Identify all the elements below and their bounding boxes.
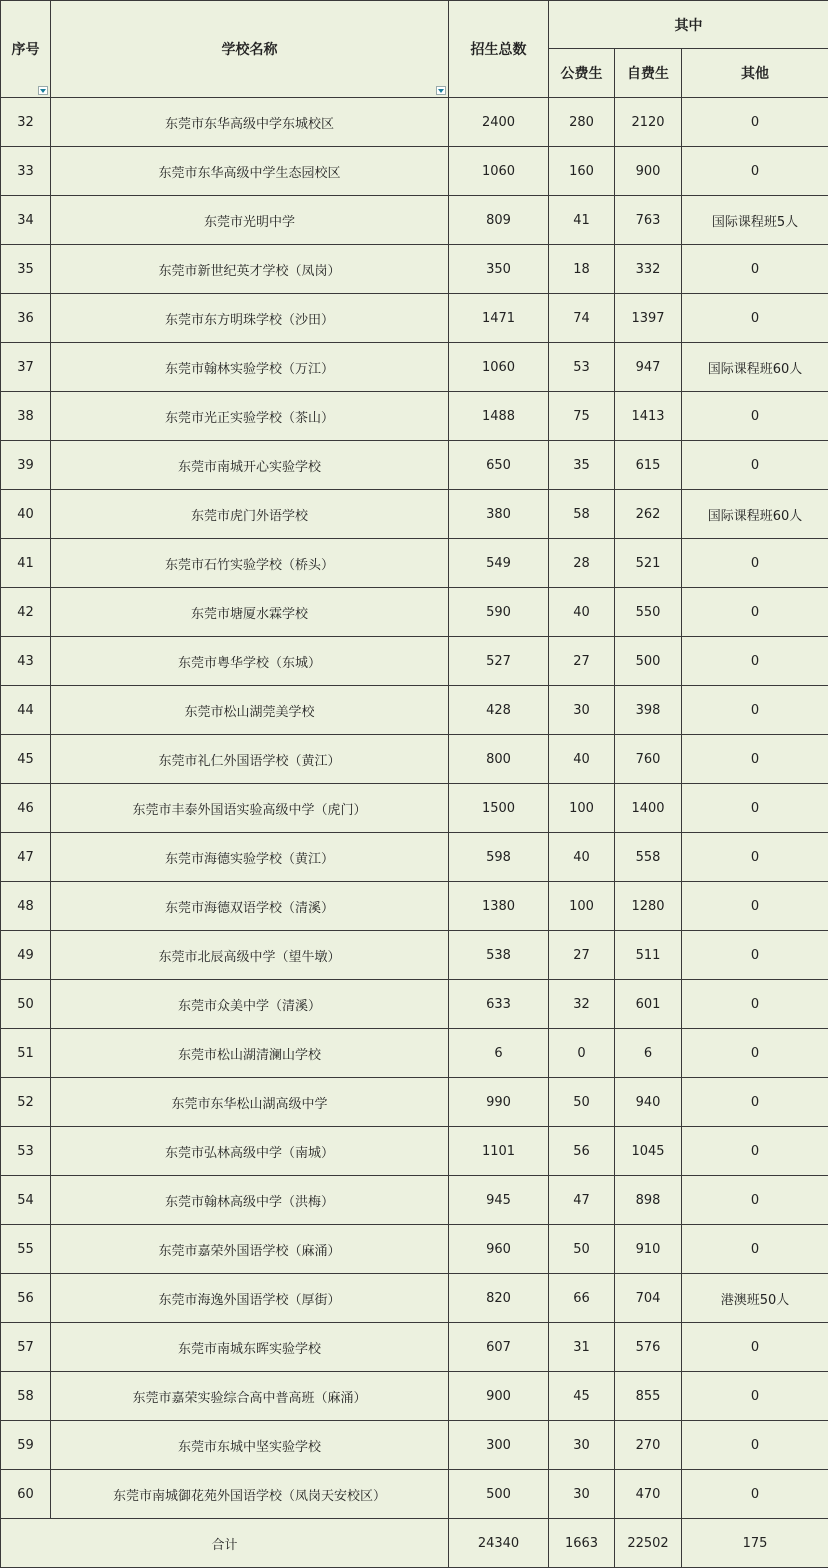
header-cell-seq [1,1,51,98]
cell-school: 东莞市南城开心实验学校 [51,441,449,490]
filter-dropdown-icon[interactable] [38,86,48,95]
cell-self: 332 [615,245,682,294]
cell-public: 30 [549,1470,615,1519]
cell-other: 0 [682,441,828,490]
cell-seq: 46 [1,784,51,833]
cell-public: 40 [549,833,615,882]
cell-total: 380 [449,490,549,539]
cell-self: 615 [615,441,682,490]
cell-public: 41 [549,196,615,245]
cell-school: 东莞市丰泰外国语实验高级中学（虎门） [51,784,449,833]
table-row [1,1225,828,1274]
table-row [1,882,828,931]
cell-public: 160 [549,147,615,196]
cell-other: 0 [682,784,828,833]
totals-row [1,1519,828,1568]
cell-public: 30 [549,686,615,735]
cell-school: 东莞市翰林高级中学（洪梅） [51,1176,449,1225]
cell-seq: 52 [1,1078,51,1127]
table-row [1,392,828,441]
header-cell-total [449,1,549,98]
table-row [1,294,828,343]
cell-seq: 51 [1,1029,51,1078]
cell-seq: 60 [1,1470,51,1519]
cell-total: 650 [449,441,549,490]
cell-self: 262 [615,490,682,539]
filter-dropdown-icon[interactable] [436,86,446,95]
cell-self: 1400 [615,784,682,833]
cell-seq: 39 [1,441,51,490]
totals-public-cell: 1663 [549,1519,615,1568]
cell-school: 东莞市石竹实验学校（桥头） [51,539,449,588]
cell-self: 470 [615,1470,682,1519]
table-row [1,931,828,980]
header-self-label: 自费生 [627,66,669,82]
cell-seq: 40 [1,490,51,539]
table-row [1,637,828,686]
cell-other: 0 [682,1078,828,1127]
cell-other: 0 [682,1225,828,1274]
cell-other: 0 [682,588,828,637]
cell-seq: 41 [1,539,51,588]
cell-self: 910 [615,1225,682,1274]
cell-self: 1045 [615,1127,682,1176]
table-row [1,1421,828,1470]
cell-self: 398 [615,686,682,735]
header-seq-label: 序号 [12,42,40,58]
table-row [1,343,828,392]
cell-school: 东莞市松山湖清澜山学校 [51,1029,449,1078]
cell-seq: 43 [1,637,51,686]
cell-other: 0 [682,1470,828,1519]
cell-school: 东莞市松山湖莞美学校 [51,686,449,735]
cell-other: 0 [682,735,828,784]
cell-public: 47 [549,1176,615,1225]
cell-public: 32 [549,980,615,1029]
table-row [1,588,828,637]
cell-total: 500 [449,1470,549,1519]
cell-other: 0 [682,1127,828,1176]
cell-seq: 48 [1,882,51,931]
cell-seq: 38 [1,392,51,441]
cell-seq: 59 [1,1421,51,1470]
cell-total: 590 [449,588,549,637]
table-row [1,1176,828,1225]
cell-seq: 45 [1,735,51,784]
cell-total: 960 [449,1225,549,1274]
header-cell-school [51,1,449,98]
cell-total: 1488 [449,392,549,441]
cell-seq: 32 [1,98,51,147]
table-row [1,147,828,196]
cell-total: 549 [449,539,549,588]
cell-self: 1413 [615,392,682,441]
cell-other: 0 [682,637,828,686]
cell-self: 2120 [615,98,682,147]
header-cell-public [549,49,615,98]
table-row [1,441,828,490]
cell-public: 28 [549,539,615,588]
cell-public: 50 [549,1225,615,1274]
table-row [1,1274,828,1323]
cell-seq: 53 [1,1127,51,1176]
header-cell-self [615,49,682,98]
table-row [1,490,828,539]
cell-public: 30 [549,1421,615,1470]
cell-school: 东莞市翰林实验学校（万江） [51,343,449,392]
cell-other: 0 [682,392,828,441]
cell-seq: 35 [1,245,51,294]
cell-public: 56 [549,1127,615,1176]
cell-school: 东莞市嘉荣外国语学校（麻涌） [51,1225,449,1274]
cell-school: 东莞市礼仁外国语学校（黄江） [51,735,449,784]
cell-total: 538 [449,931,549,980]
cell-other: 0 [682,1323,828,1372]
cell-public: 18 [549,245,615,294]
cell-self: 898 [615,1176,682,1225]
cell-total: 900 [449,1372,549,1421]
cell-other: 港澳班50人 [682,1274,828,1323]
table-row [1,196,828,245]
cell-school: 东莞市海逸外国语学校（厚街） [51,1274,449,1323]
totals-self-cell: 22502 [615,1519,682,1568]
cell-total: 350 [449,245,549,294]
cell-seq: 49 [1,931,51,980]
table-row [1,245,828,294]
cell-total: 945 [449,1176,549,1225]
cell-self: 1397 [615,294,682,343]
cell-total: 1500 [449,784,549,833]
table-row [1,980,828,1029]
cell-self: 511 [615,931,682,980]
cell-seq: 36 [1,294,51,343]
cell-total: 2400 [449,98,549,147]
table-row [1,686,828,735]
cell-other: 国际课程班60人 [682,343,828,392]
totals-other-cell: 175 [682,1519,828,1568]
cell-total: 1060 [449,147,549,196]
cell-public: 50 [549,1078,615,1127]
cell-school: 东莞市塘厦水霖学校 [51,588,449,637]
cell-public: 27 [549,931,615,980]
table-row [1,735,828,784]
cell-total: 1380 [449,882,549,931]
cell-other: 国际课程班5人 [682,196,828,245]
cell-other: 0 [682,539,828,588]
cell-other: 0 [682,980,828,1029]
cell-seq: 42 [1,588,51,637]
cell-public: 31 [549,1323,615,1372]
cell-other: 0 [682,1029,828,1078]
table-row [1,1323,828,1372]
cell-school: 东莞市东华松山湖高级中学 [51,1078,449,1127]
header-school-label: 学校名称 [222,42,278,58]
cell-school: 东莞市新世纪英才学校（凤岗） [51,245,449,294]
cell-seq: 47 [1,833,51,882]
table-row [1,98,828,147]
cell-public: 40 [549,735,615,784]
cell-seq: 55 [1,1225,51,1274]
cell-other: 0 [682,1372,828,1421]
cell-total: 633 [449,980,549,1029]
cell-self: 270 [615,1421,682,1470]
cell-seq: 58 [1,1372,51,1421]
cell-total: 820 [449,1274,549,1323]
cell-other: 0 [682,882,828,931]
table-body [1,98,828,1519]
cell-self: 855 [615,1372,682,1421]
cell-self: 576 [615,1323,682,1372]
table-row [1,1470,828,1519]
cell-public: 58 [549,490,615,539]
cell-public: 0 [549,1029,615,1078]
cell-other: 0 [682,245,828,294]
cell-school: 东莞市海德双语学校（清溪） [51,882,449,931]
cell-other: 国际课程班60人 [682,490,828,539]
cell-school: 东莞市光正实验学校（茶山） [51,392,449,441]
table-row [1,1127,828,1176]
table-row [1,784,828,833]
totals-total-cell: 24340 [449,1519,549,1568]
cell-self: 704 [615,1274,682,1323]
header-other-label: 其他 [741,66,769,82]
cell-other: 0 [682,931,828,980]
cell-school: 东莞市北辰高级中学（望牛墩） [51,931,449,980]
cell-seq: 54 [1,1176,51,1225]
cell-school: 东莞市粤华学校（东城） [51,637,449,686]
cell-self: 763 [615,196,682,245]
cell-seq: 44 [1,686,51,735]
cell-total: 527 [449,637,549,686]
cell-public: 45 [549,1372,615,1421]
header-of-which-label: 其中 [675,18,703,34]
cell-total: 300 [449,1421,549,1470]
cell-school: 东莞市海德实验学校（黄江） [51,833,449,882]
cell-public: 35 [549,441,615,490]
cell-self: 558 [615,833,682,882]
table-row [1,539,828,588]
cell-self: 521 [615,539,682,588]
header-cell-of-which [549,1,828,49]
header-public-label: 公费生 [561,66,603,82]
cell-self: 6 [615,1029,682,1078]
cell-school: 东莞市光明中学 [51,196,449,245]
cell-total: 1101 [449,1127,549,1176]
cell-public: 100 [549,784,615,833]
cell-seq: 56 [1,1274,51,1323]
cell-public: 27 [549,637,615,686]
totals-label-cell: 合计 [1,1519,449,1568]
cell-public: 53 [549,343,615,392]
cell-other: 0 [682,686,828,735]
cell-public: 75 [549,392,615,441]
cell-self: 760 [615,735,682,784]
cell-school: 东莞市东城中坚实验学校 [51,1421,449,1470]
cell-public: 66 [549,1274,615,1323]
cell-total: 598 [449,833,549,882]
cell-other: 0 [682,1176,828,1225]
table-row [1,1029,828,1078]
cell-total: 428 [449,686,549,735]
cell-total: 1471 [449,294,549,343]
cell-other: 0 [682,833,828,882]
cell-other: 0 [682,294,828,343]
cell-school: 东莞市南城御花苑外国语学校（凤岗天安校区） [51,1470,449,1519]
cell-school: 东莞市弘林高级中学（南城） [51,1127,449,1176]
cell-seq: 34 [1,196,51,245]
cell-total: 607 [449,1323,549,1372]
cell-total: 800 [449,735,549,784]
cell-other: 0 [682,147,828,196]
cell-school: 东莞市众美中学（清溪） [51,980,449,1029]
cell-self: 940 [615,1078,682,1127]
header-total-label: 招生总数 [471,42,527,58]
cell-public: 280 [549,98,615,147]
cell-self: 947 [615,343,682,392]
cell-total: 990 [449,1078,549,1127]
table-row [1,1078,828,1127]
cell-seq: 33 [1,147,51,196]
cell-seq: 50 [1,980,51,1029]
cell-seq: 37 [1,343,51,392]
cell-self: 900 [615,147,682,196]
table-row [1,1372,828,1421]
cell-seq: 57 [1,1323,51,1372]
table-row [1,833,828,882]
cell-public: 40 [549,588,615,637]
cell-school: 东莞市嘉荣实验综合高中普高班（麻涌） [51,1372,449,1421]
cell-school: 东莞市东华高级中学东城校区 [51,98,449,147]
cell-self: 1280 [615,882,682,931]
cell-total: 1060 [449,343,549,392]
cell-self: 500 [615,637,682,686]
cell-school: 东莞市虎门外语学校 [51,490,449,539]
cell-school: 东莞市东华高级中学生态园校区 [51,147,449,196]
cell-public: 74 [549,294,615,343]
cell-other: 0 [682,98,828,147]
cell-school: 东莞市南城东晖实验学校 [51,1323,449,1372]
header-cell-other [682,49,828,98]
cell-self: 550 [615,588,682,637]
cell-self: 601 [615,980,682,1029]
cell-total: 809 [449,196,549,245]
cell-school: 东莞市东方明珠学校（沙田） [51,294,449,343]
header-row-1 [1,1,828,49]
cell-other: 0 [682,1421,828,1470]
cell-total: 6 [449,1029,549,1078]
cell-public: 100 [549,882,615,931]
